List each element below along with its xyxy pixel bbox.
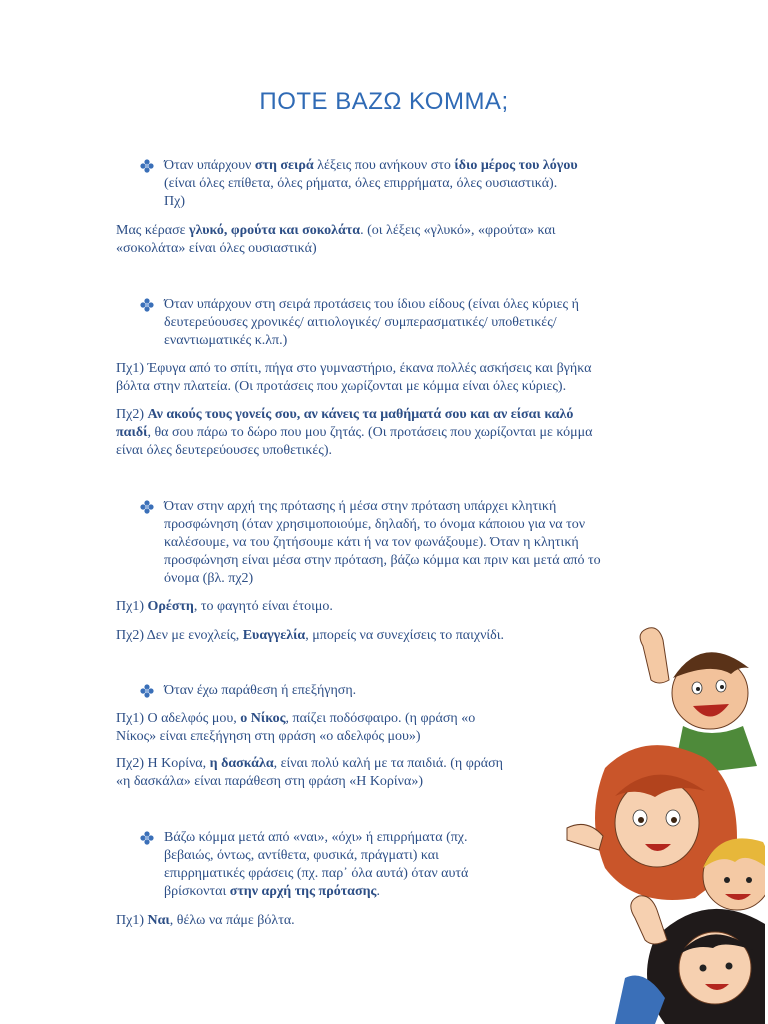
example-paragraph <box>116 627 636 645</box>
text-line: Πχ2) Δεν με ενοχλείς, Ευαγγελία, μπορείς να συνεχίσεις το παιχνίδι. <box>116 628 505 643</box>
flower-bullet-icon <box>140 298 154 312</box>
text-line: Πχ1) Ορέστη, το φαγητό είναι έτοιμο. <box>116 599 333 614</box>
text-line: Πχ1) Ναι, θέλω να πάμε βόλτα. <box>116 913 295 928</box>
text-line: βόλτα στην πλατεία. (Οι προτάσεις που χωρίζονται με κόμμα είναι όλες κύριες). <box>116 379 567 394</box>
page-title: ΠΟΤΕ ΒΑΖΩ ΚΟΜΜΑ; <box>259 88 509 115</box>
example-paragraph <box>116 912 636 930</box>
text-line: όνομα (βλ. πχ2) <box>164 571 254 586</box>
text-line: (είναι όλες επίθετα, όλες ρήματα, όλες επιρρήματα, όλες ουσιαστικά). <box>164 176 558 191</box>
example-paragraph <box>116 755 636 791</box>
text-line: Πχ2) Αν ακούς τους γονείς σου, αν κάνεις τα μαθήματά σου και αν είσαι καλό <box>116 407 574 422</box>
text-line: προσφώνηση είναι μέσα στην πρόταση, βάζω κόμμα και πριν και μετά από το <box>164 553 601 568</box>
flower-bullet-icon <box>140 684 154 698</box>
text-line: καλέσουμε, να του ζητήσουμε κάτι ή να τον φωνάξουμε). Όταν η κλητική <box>164 535 579 550</box>
text-line: Βάζω κόμμα μετά από «ναι», «όχι» ή επιρρήματα (πχ. <box>164 830 468 845</box>
text-line: δευτερεύουσες χρονικές/ αιτιολογικές/ συμπερασματικές/ υποθετικές/ <box>164 315 557 330</box>
text-line: Όταν έχω παράθεση ή επεξήγηση. <box>164 683 357 698</box>
text-line: παιδί, θα σου πάρω το δώρο που μου ζητάς. (Οι προτάσεις που χωρίζονται με κόμμα <box>116 425 593 440</box>
text-line: Πχ1) Έφυγα από το σπίτι, πήγα στο γυμναστήριο, έκανα πολλές ασκήσεις και βγήκα <box>116 361 592 376</box>
example-paragraph <box>116 222 636 258</box>
flower-bullet-icon <box>140 831 154 845</box>
text-line: Μας κέρασε γλυκό, φρούτα και σοκολάτα. (οι λέξεις «γλυκό», «φρούτα» και <box>116 223 556 238</box>
example-paragraph <box>116 710 636 746</box>
example-paragraph <box>116 598 636 616</box>
text-line: βεβαιώς, όντως, αντίθετα, φυσικά, πράγματι) και <box>164 848 439 863</box>
flower-bullet-icon <box>140 159 154 173</box>
text-line: Όταν υπάρχουν στη σειρά προτάσεις του ίδιου είδους (είναι όλες κύριες ή <box>164 297 579 312</box>
flower-bullet-icon <box>140 500 154 514</box>
text-line: Πχ1) Ο αδελφός μου, ο Νίκος, παίζει ποδόσφαιρο. (η φράση «ο <box>116 711 476 726</box>
example-paragraph <box>116 360 636 396</box>
text-line: προσφώνηση (όταν χρησιμοποιούμε, δηλαδή, το όνομα κάποιου για να τον <box>164 517 586 532</box>
example-paragraph <box>116 406 636 460</box>
text-line: είναι όλες δευτερεύουσες υποθετικές). <box>116 443 333 458</box>
text-line: «σοκολάτα» είναι όλες ουσιαστικά) <box>116 241 317 256</box>
text-line: Πχ) <box>164 194 185 209</box>
text-line: «η δασκάλα» είναι παράθεση στη φράση «Η Κορίνα») <box>116 774 424 789</box>
text-line: επιρρηματικές φράσεις (πχ. παρ᾽ όλα αυτά) όταν αυτά <box>164 866 469 881</box>
text-line: βρίσκονται στην αρχή της πρότασης. <box>164 884 380 899</box>
text-line: εναντιωματικές κ.λπ.) <box>164 333 288 348</box>
text-line: Όταν υπάρχουν στη σειρά λέξεις που ανήκουν στο ίδιο μέρος του λόγου <box>164 158 578 173</box>
text-line: Όταν στην αρχή της πρότασης ή μέσα στην πρόταση υπάρχει κλητική <box>164 499 557 514</box>
kids-illustration <box>565 618 765 1024</box>
text-line: Νίκος» είναι επεξήγηση στη φράση «ο αδελφός μου») <box>116 729 421 744</box>
text-line: Πχ2) Η Κορίνα, η δασκάλα, είναι πολύ καλή με τα παιδιά. (η φράση <box>116 756 503 771</box>
